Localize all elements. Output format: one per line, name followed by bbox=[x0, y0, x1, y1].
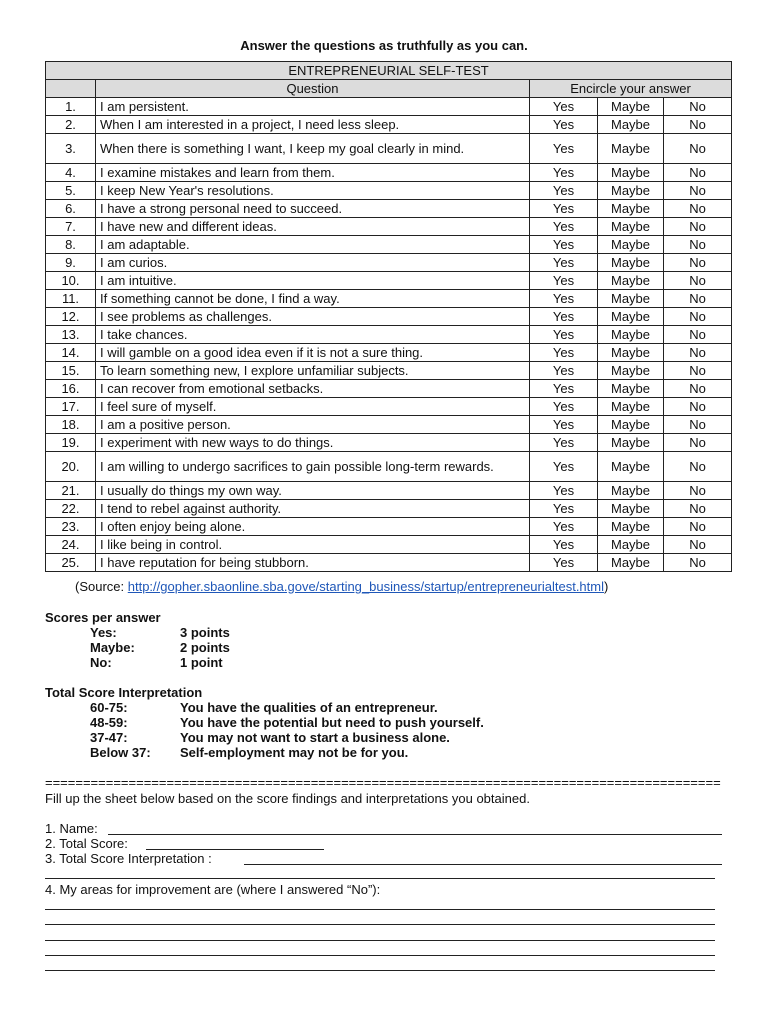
answer-maybe[interactable]: Maybe bbox=[598, 416, 664, 434]
score-label-yes: Yes: bbox=[90, 625, 117, 640]
answer-maybe[interactable]: Maybe bbox=[598, 326, 664, 344]
question-number: 25. bbox=[46, 554, 96, 572]
name-label: 1. Name: bbox=[45, 821, 98, 836]
answer-no[interactable]: No bbox=[664, 200, 732, 218]
question-text: I take chances. bbox=[96, 326, 530, 344]
table-row bbox=[46, 452, 732, 482]
question-number: 10. bbox=[46, 272, 96, 290]
question-text: When there is something I want, I keep my goal clearly in mind. bbox=[96, 134, 530, 164]
answer-yes[interactable]: Yes bbox=[530, 218, 598, 236]
question-text: I examine mistakes and learn from them. bbox=[96, 164, 530, 182]
answer-yes[interactable]: Yes bbox=[530, 380, 598, 398]
question-text: I usually do things my own way. bbox=[96, 482, 530, 500]
question-text: I feel sure of myself. bbox=[96, 398, 530, 416]
question-number: 6. bbox=[46, 200, 96, 218]
answer-no[interactable]: No bbox=[664, 536, 732, 554]
question-text: When I am interested in a project, I need less sleep. bbox=[96, 116, 530, 134]
table-row bbox=[46, 416, 732, 434]
table-row bbox=[46, 164, 732, 182]
interpretation-field-line-2[interactable] bbox=[45, 878, 715, 879]
improvement-line-1[interactable] bbox=[45, 909, 715, 910]
question-number: 17. bbox=[46, 398, 96, 416]
table-row bbox=[46, 290, 732, 308]
answer-no[interactable]: No bbox=[664, 554, 732, 572]
question-number: 21. bbox=[46, 482, 96, 500]
self-test-table bbox=[45, 61, 732, 572]
question-header: Question bbox=[96, 80, 530, 98]
answer-yes[interactable]: Yes bbox=[530, 362, 598, 380]
table-row bbox=[46, 536, 732, 554]
question-number: 18. bbox=[46, 416, 96, 434]
answer-maybe[interactable]: Maybe bbox=[598, 344, 664, 362]
answer-yes[interactable]: Yes bbox=[530, 452, 598, 482]
answer-no[interactable]: No bbox=[664, 452, 732, 482]
interp-range-2: 48-59: bbox=[90, 715, 128, 730]
answer-no[interactable]: No bbox=[664, 164, 732, 182]
answer-no[interactable]: No bbox=[664, 236, 732, 254]
answer-no[interactable]: No bbox=[664, 254, 732, 272]
score-value-yes: 3 points bbox=[180, 625, 230, 640]
scores-title: Scores per answer bbox=[45, 610, 161, 625]
question-text: I am persistent. bbox=[96, 98, 530, 116]
table-row bbox=[46, 518, 732, 536]
question-text: I have reputation for being stubborn. bbox=[96, 554, 530, 572]
interp-text-1: You have the qualities of an entrepreneur. bbox=[180, 700, 438, 715]
question-text: I have a strong personal need to succeed. bbox=[96, 200, 530, 218]
answer-yes[interactable]: Yes bbox=[530, 554, 598, 572]
question-number: 16. bbox=[46, 380, 96, 398]
question-text: If something cannot be done, I find a way. bbox=[96, 290, 530, 308]
answer-no[interactable]: No bbox=[664, 416, 732, 434]
question-text: I am curios. bbox=[96, 254, 530, 272]
interpretation-field[interactable] bbox=[244, 864, 722, 865]
answer-no[interactable]: No bbox=[664, 272, 732, 290]
answer-maybe[interactable]: Maybe bbox=[598, 134, 664, 164]
question-number: 2. bbox=[46, 116, 96, 134]
score-value-maybe: 2 points bbox=[180, 640, 230, 655]
source-link[interactable]: http://gopher.sbaonline.sba.gove/starting_business/startup/entrepreneurialtest.html bbox=[127, 579, 604, 594]
table-row bbox=[46, 500, 732, 518]
answer-yes[interactable]: Yes bbox=[530, 482, 598, 500]
total-score-field[interactable] bbox=[146, 849, 324, 850]
answer-maybe[interactable]: Maybe bbox=[598, 536, 664, 554]
question-text: I am willing to undergo sacrifices to gain possible long-term rewards. bbox=[96, 452, 530, 482]
question-text: I have new and different ideas. bbox=[96, 218, 530, 236]
answer-yes[interactable]: Yes bbox=[530, 536, 598, 554]
answer-no[interactable]: No bbox=[664, 434, 732, 452]
answer-no[interactable]: No bbox=[664, 344, 732, 362]
answer-yes[interactable]: Yes bbox=[530, 254, 598, 272]
table-row bbox=[46, 254, 732, 272]
interp-range-3: 37-47: bbox=[90, 730, 128, 745]
question-number: 22. bbox=[46, 500, 96, 518]
question-number: 9. bbox=[46, 254, 96, 272]
table-row bbox=[46, 182, 732, 200]
answer-yes[interactable]: Yes bbox=[530, 416, 598, 434]
score-label-no: No: bbox=[90, 655, 112, 670]
answer-maybe[interactable]: Maybe bbox=[598, 362, 664, 380]
table-row bbox=[46, 482, 732, 500]
answer-maybe[interactable]: Maybe bbox=[598, 254, 664, 272]
improvement-line-2[interactable] bbox=[45, 924, 715, 925]
improvement-label: 4. My areas for improvement are (where I answered “No”): bbox=[45, 882, 381, 897]
answer-maybe[interactable]: Maybe bbox=[598, 308, 664, 326]
answer-no[interactable]: No bbox=[664, 500, 732, 518]
answer-no[interactable]: No bbox=[664, 134, 732, 164]
table-row bbox=[46, 308, 732, 326]
answer-yes[interactable]: Yes bbox=[530, 518, 598, 536]
answer-yes[interactable]: Yes bbox=[530, 236, 598, 254]
answer-yes[interactable]: Yes bbox=[530, 344, 598, 362]
answer-no[interactable]: No bbox=[664, 218, 732, 236]
answer-yes[interactable]: Yes bbox=[530, 98, 598, 116]
table-row bbox=[46, 218, 732, 236]
question-number: 5. bbox=[46, 182, 96, 200]
answer-yes[interactable]: Yes bbox=[530, 134, 598, 164]
question-number: 3. bbox=[46, 134, 96, 164]
answer-maybe[interactable]: Maybe bbox=[598, 200, 664, 218]
source-citation bbox=[75, 579, 608, 594]
answer-maybe[interactable]: Maybe bbox=[598, 182, 664, 200]
question-number: 11. bbox=[46, 290, 96, 308]
answer-no[interactable]: No bbox=[664, 290, 732, 308]
answer-maybe[interactable]: Maybe bbox=[598, 554, 664, 572]
table-row bbox=[46, 116, 732, 134]
improvement-line-5[interactable] bbox=[45, 970, 715, 971]
answer-yes[interactable]: Yes bbox=[530, 500, 598, 518]
interp-range-1: 60-75: bbox=[90, 700, 128, 715]
table-row bbox=[46, 362, 732, 380]
interp-text-2: You have the potential but need to push yourself. bbox=[180, 715, 484, 730]
question-text: I am a positive person. bbox=[96, 416, 530, 434]
score-value-no: 1 point bbox=[180, 655, 223, 670]
question-number: 20. bbox=[46, 452, 96, 482]
source-prefix: (Source: bbox=[75, 579, 128, 594]
improvement-line-3[interactable] bbox=[45, 940, 715, 941]
question-text: To learn something new, I explore unfamiliar subjects. bbox=[96, 362, 530, 380]
question-text: I often enjoy being alone. bbox=[96, 518, 530, 536]
question-text: I am intuitive. bbox=[96, 272, 530, 290]
question-text: I am adaptable. bbox=[96, 236, 530, 254]
answer-maybe[interactable]: Maybe bbox=[598, 380, 664, 398]
answer-no[interactable]: No bbox=[664, 116, 732, 134]
answer-maybe[interactable]: Maybe bbox=[598, 218, 664, 236]
answer-maybe[interactable]: Maybe bbox=[598, 164, 664, 182]
question-text: I keep New Year's resolutions. bbox=[96, 182, 530, 200]
answer-no[interactable]: No bbox=[664, 362, 732, 380]
table-row bbox=[46, 200, 732, 218]
question-number: 1. bbox=[46, 98, 96, 116]
answer-maybe[interactable]: Maybe bbox=[598, 116, 664, 134]
question-number: 19. bbox=[46, 434, 96, 452]
answer-yes[interactable]: Yes bbox=[530, 182, 598, 200]
answer-no[interactable]: No bbox=[664, 380, 732, 398]
question-text: I tend to rebel against authority. bbox=[96, 500, 530, 518]
table-row bbox=[46, 344, 732, 362]
table-row bbox=[46, 272, 732, 290]
interp-text-4: Self-employment may not be for you. bbox=[180, 745, 409, 760]
answer-yes[interactable]: Yes bbox=[530, 326, 598, 344]
answer-no[interactable]: No bbox=[664, 518, 732, 536]
answer-maybe[interactable]: Maybe bbox=[598, 272, 664, 290]
answer-maybe[interactable]: Maybe bbox=[598, 290, 664, 308]
interpretation-label: 3. Total Score Interpretation : bbox=[45, 851, 212, 866]
sheet-instruction: Fill up the sheet below based on the score findings and interpretations you obtained. bbox=[45, 791, 530, 806]
score-label-maybe: Maybe: bbox=[90, 640, 135, 655]
answer-no[interactable]: No bbox=[664, 182, 732, 200]
question-number: 8. bbox=[46, 236, 96, 254]
answer-yes[interactable]: Yes bbox=[530, 308, 598, 326]
table-row bbox=[46, 434, 732, 452]
question-text: I will gamble on a good idea even if it is not a sure thing. bbox=[96, 344, 530, 362]
answer-maybe[interactable]: Maybe bbox=[598, 98, 664, 116]
interp-text-3: You may not want to start a business alone. bbox=[180, 730, 450, 745]
answer-yes[interactable]: Yes bbox=[530, 434, 598, 452]
answer-no[interactable]: No bbox=[664, 398, 732, 416]
answer-no[interactable]: No bbox=[664, 482, 732, 500]
question-number: 23. bbox=[46, 518, 96, 536]
answer-yes[interactable]: Yes bbox=[530, 200, 598, 218]
table-row bbox=[46, 326, 732, 344]
answer-maybe[interactable]: Maybe bbox=[598, 452, 664, 482]
interp-range-4: Below 37: bbox=[90, 745, 151, 760]
question-number: 24. bbox=[46, 536, 96, 554]
table-row bbox=[46, 398, 732, 416]
table-title: ENTREPRENEURIAL SELF-TEST bbox=[46, 62, 732, 80]
answer-maybe[interactable]: Maybe bbox=[598, 434, 664, 452]
table-row bbox=[46, 98, 732, 116]
answer-maybe[interactable]: Maybe bbox=[598, 236, 664, 254]
table-row bbox=[46, 554, 732, 572]
separator-line: ========================================================================================= bbox=[45, 775, 721, 790]
number-header bbox=[46, 80, 96, 98]
interpretation-title: Total Score Interpretation bbox=[45, 685, 203, 700]
answer-maybe[interactable]: Maybe bbox=[598, 500, 664, 518]
question-text: I experiment with new ways to do things. bbox=[96, 434, 530, 452]
answer-yes[interactable]: Yes bbox=[530, 290, 598, 308]
answer-no[interactable]: No bbox=[664, 308, 732, 326]
total-score-label: 2. Total Score: bbox=[45, 836, 128, 851]
answer-maybe[interactable]: Maybe bbox=[598, 482, 664, 500]
improvement-line-4[interactable] bbox=[45, 955, 715, 956]
answer-yes[interactable]: Yes bbox=[530, 272, 598, 290]
question-number: 13. bbox=[46, 326, 96, 344]
table-row bbox=[46, 134, 732, 164]
instruction-heading: Answer the questions as truthfully as you can. bbox=[240, 38, 528, 53]
answer-yes[interactable]: Yes bbox=[530, 116, 598, 134]
question-rows bbox=[46, 98, 732, 572]
question-text: I can recover from emotional setbacks. bbox=[96, 380, 530, 398]
question-text: I see problems as challenges. bbox=[96, 308, 530, 326]
question-number: 14. bbox=[46, 344, 96, 362]
source-suffix: ) bbox=[604, 579, 609, 594]
question-number: 7. bbox=[46, 218, 96, 236]
answer-yes[interactable]: Yes bbox=[530, 398, 598, 416]
question-number: 15. bbox=[46, 362, 96, 380]
question-number: 4. bbox=[46, 164, 96, 182]
name-field[interactable] bbox=[108, 834, 722, 835]
table-row bbox=[46, 236, 732, 254]
answer-maybe[interactable]: Maybe bbox=[598, 518, 664, 536]
answer-yes[interactable]: Yes bbox=[530, 164, 598, 182]
answer-maybe[interactable]: Maybe bbox=[598, 398, 664, 416]
answer-no[interactable]: No bbox=[664, 98, 732, 116]
answer-header: Encircle your answer bbox=[530, 80, 732, 98]
answer-no[interactable]: No bbox=[664, 326, 732, 344]
table-row bbox=[46, 380, 732, 398]
question-text: I like being in control. bbox=[96, 536, 530, 554]
question-number: 12. bbox=[46, 308, 96, 326]
